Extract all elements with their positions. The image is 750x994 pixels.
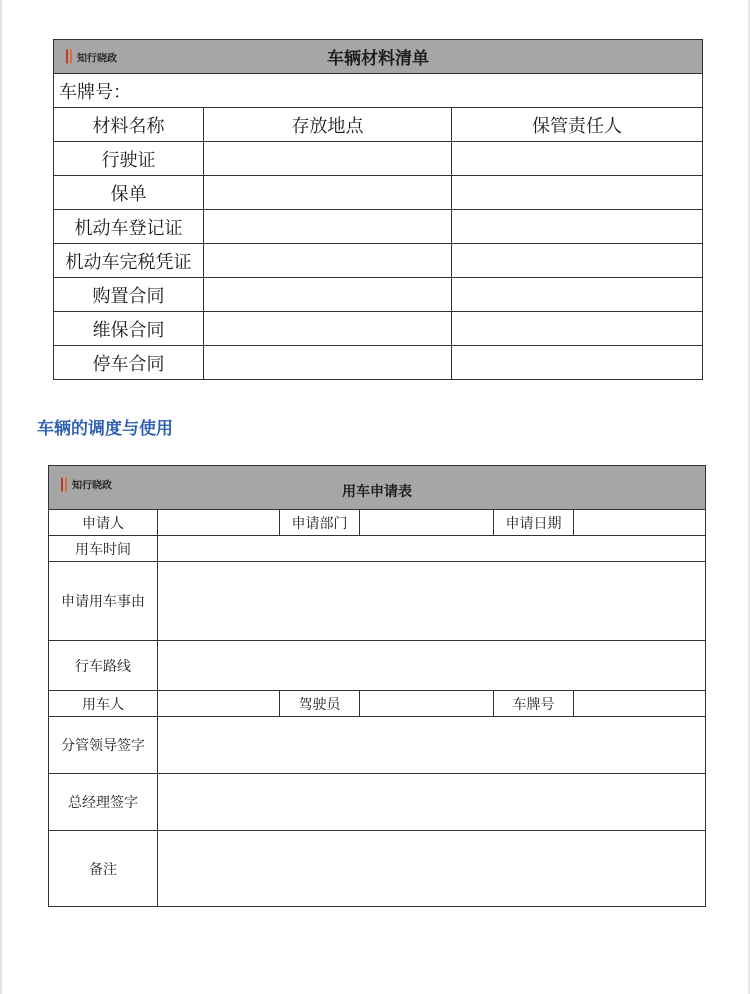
vehicle-materials-table [53,39,703,380]
material-name: 停车合同 [54,346,204,380]
table1-header [54,40,703,74]
table-row [54,210,703,244]
plate-row [54,74,703,108]
route-label: 行车路线 [49,641,158,691]
keeper-cell[interactable] [452,244,703,278]
user-field[interactable] [158,691,280,717]
leader-sign-row [49,717,706,774]
table-row [54,278,703,312]
leader-sign-field[interactable] [158,717,706,774]
date-label: 申请日期 [494,510,574,536]
material-name: 机动车完税凭证 [54,244,204,278]
location-cell[interactable] [204,142,452,176]
table2-header [49,466,706,510]
logo [61,477,112,492]
material-name: 机动车登记证 [54,210,204,244]
logo [66,49,117,64]
remarks-label: 备注 [49,831,158,907]
logo-icon [66,50,73,64]
table2-header-row [49,466,706,510]
user-label: 用车人 [49,691,158,717]
table1-column-headers [54,108,703,142]
col-header-keeper: 保管责任人 [452,108,703,142]
keeper-cell[interactable] [452,176,703,210]
date-field[interactable] [574,510,706,536]
section-heading: 车辆的调度与使用 [37,419,173,439]
material-name: 购置合同 [54,278,204,312]
table-row [54,176,703,210]
department-field[interactable] [360,510,494,536]
applicant-row [49,510,706,536]
col-header-location: 存放地点 [204,108,452,142]
table2-title: 用车申请表 [342,483,413,500]
material-name: 保单 [54,176,204,210]
user-row [49,691,706,717]
location-cell[interactable] [204,176,452,210]
gm-sign-label: 总经理签字 [49,774,158,831]
location-cell[interactable] [204,346,452,380]
col-header-material: 材料名称 [54,108,204,142]
logo-icon [61,477,68,491]
keeper-cell[interactable] [452,346,703,380]
logo-text: 知行晓政 [72,480,112,492]
vehicle-request-form [48,465,706,907]
applicant-label: 申请人 [49,510,158,536]
table-row [54,312,703,346]
driver-label: 驾驶员 [280,691,360,717]
material-name: 维保合同 [54,312,204,346]
material-name: 行驶证 [54,142,204,176]
location-cell[interactable] [204,244,452,278]
page-left-edge [0,0,2,994]
location-cell[interactable] [204,312,452,346]
applicant-field[interactable] [158,510,280,536]
table-row [54,346,703,380]
reason-label: 申请用车事由 [49,562,158,641]
department-label: 申请部门 [280,510,360,536]
time-row [49,536,706,562]
table-row [54,142,703,176]
route-row [49,641,706,691]
time-field[interactable] [158,536,706,562]
table-row [54,244,703,278]
plate-field[interactable] [574,691,706,717]
remarks-row [49,831,706,907]
leader-sign-label: 分管领导签字 [49,717,158,774]
keeper-cell[interactable] [452,142,703,176]
logo-text: 知行晓政 [77,53,117,64]
gm-sign-field[interactable] [158,774,706,831]
keeper-cell[interactable] [452,278,703,312]
location-cell[interactable] [204,278,452,312]
time-label: 用车时间 [49,536,158,562]
remarks-field[interactable] [158,831,706,907]
driver-field[interactable] [360,691,494,717]
gm-sign-row [49,774,706,831]
table1-header-row [54,40,703,74]
plate-label[interactable]: 车牌号： [54,74,703,108]
table1-title: 车辆材料清单 [327,49,429,69]
keeper-cell[interactable] [452,312,703,346]
location-cell[interactable] [204,210,452,244]
route-field[interactable] [158,641,706,691]
plate-label: 车牌号 [494,691,574,717]
keeper-cell[interactable] [452,210,703,244]
reason-field[interactable] [158,562,706,641]
reason-row [49,562,706,641]
